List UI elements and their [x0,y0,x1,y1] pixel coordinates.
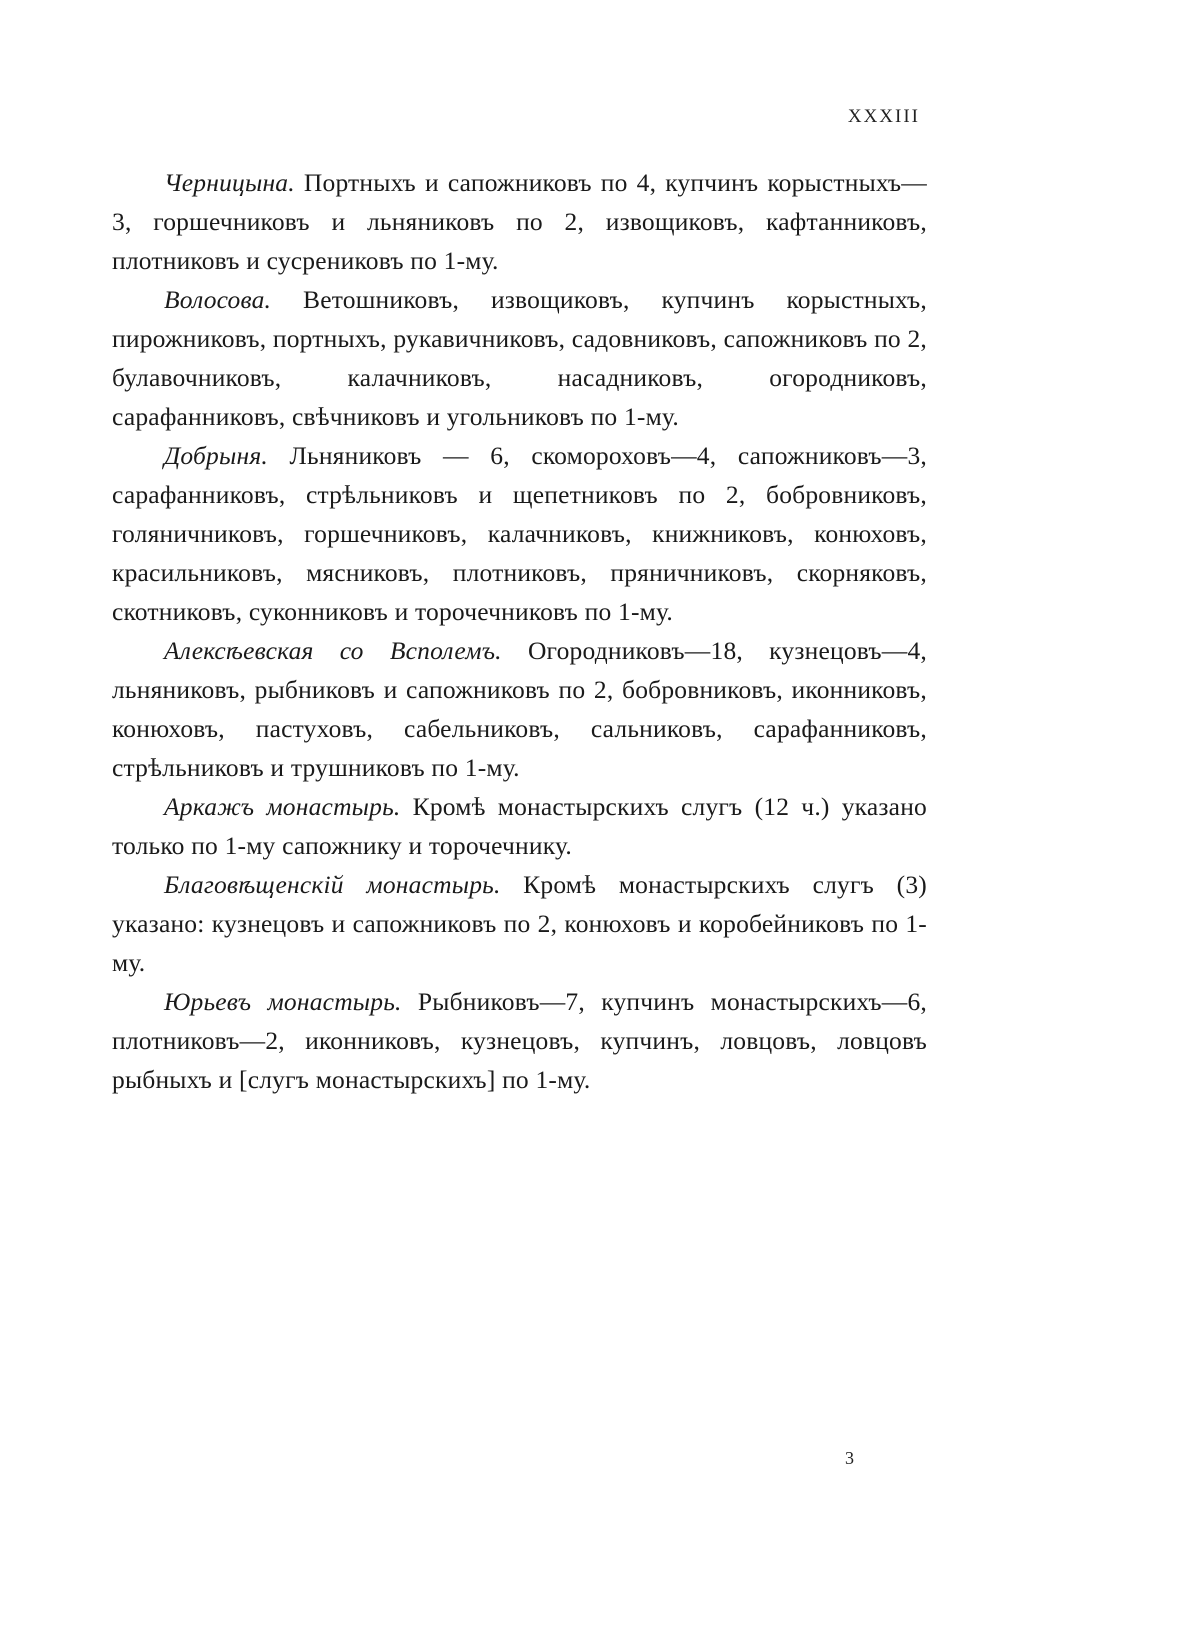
paragraph-dobrynya [112,436,927,631]
paragraph-chernitsyna [112,163,927,280]
paragraph-text: Кромѣ монастырскихъ слугъ (3) указано: кузнецовъ и сапожниковъ по 2, конюховъ и коробейниковъ по 1-му. [112,870,927,977]
paragraph-title: Волосова. [164,285,272,314]
paragraph-text: Рыбниковъ—7, купчинъ монастырскихъ—6, плотниковъ—2, иконниковъ, кузнецовъ, купчинъ, ловцовъ, ловцовъ рыбныхъ и [слугъ монастырскихъ] по 1-му. [112,987,928,1094]
paragraph-yuryev-monastery [112,982,927,1099]
paragraph-text: Ветошниковъ, извощиковъ, купчинъ корыстныхъ, пирожниковъ, портныхъ, рукавичниковъ, садовниковъ, сапожниковъ по 2, булавочниковъ, калачниковъ, насадниковъ, огородниковъ, сарафанниковъ, свѣчниковъ и угольниковъ по 1-му. [112,285,927,431]
paragraph-title: Юрьевъ монастырь. [164,987,402,1016]
page-number: XXXIII [847,106,920,127]
paragraph-alekseevskaya [112,631,927,787]
paragraph-arkazh-monastery [112,787,927,865]
paragraph-title: Благовѣщенскій монастырь. [164,870,501,899]
paragraph-blagoveshchensky-monastery [112,865,927,982]
paragraph-text: Огородниковъ—18, кузнецовъ—4, льняниковъ, рыбниковъ и сапожниковъ по 2, бобровниковъ, иконниковъ, конюховъ, пастуховъ, сабельниковъ, сальниковъ, сарафанниковъ, стрѣльниковъ и трушниковъ по 1-му. [112,636,928,782]
paragraph-title: Аркажъ монастырь. [164,792,401,821]
body-text [112,163,927,1099]
paragraph-title: Добрыня. [164,441,268,470]
paragraph-text: Портныхъ и сапожниковъ по 4, купчинъ корыстныхъ—3, горшечниковъ и льняниковъ по 2, извощиковъ, кафтанниковъ, плотниковъ и сусрениковъ по 1-му. [112,168,927,275]
paragraph-text: Кромѣ монастырскихъ слугъ (12 ч.) указано только по 1-му сапожнику и торочечнику. [112,792,927,860]
paragraph-title: Черницына. [164,168,295,197]
paragraph-text: Льняниковъ — 6, скомороховъ—4, сапожниковъ—3, сарафанниковъ, стрѣльниковъ и щепетниковъ по 2, бобровниковъ, голяничниковъ, горшечниковъ, калачниковъ, книжниковъ, конюховъ, красильниковъ, мясниковъ, плотниковъ, пряничниковъ, скорняковъ, скотниковъ, суконниковъ и торочечниковъ по 1-му. [112,441,927,626]
signature-mark: 3 [845,1448,854,1468]
paragraph-title: Алексѣевская со Всполемъ. [164,636,502,665]
paragraph-volosova [112,280,927,436]
